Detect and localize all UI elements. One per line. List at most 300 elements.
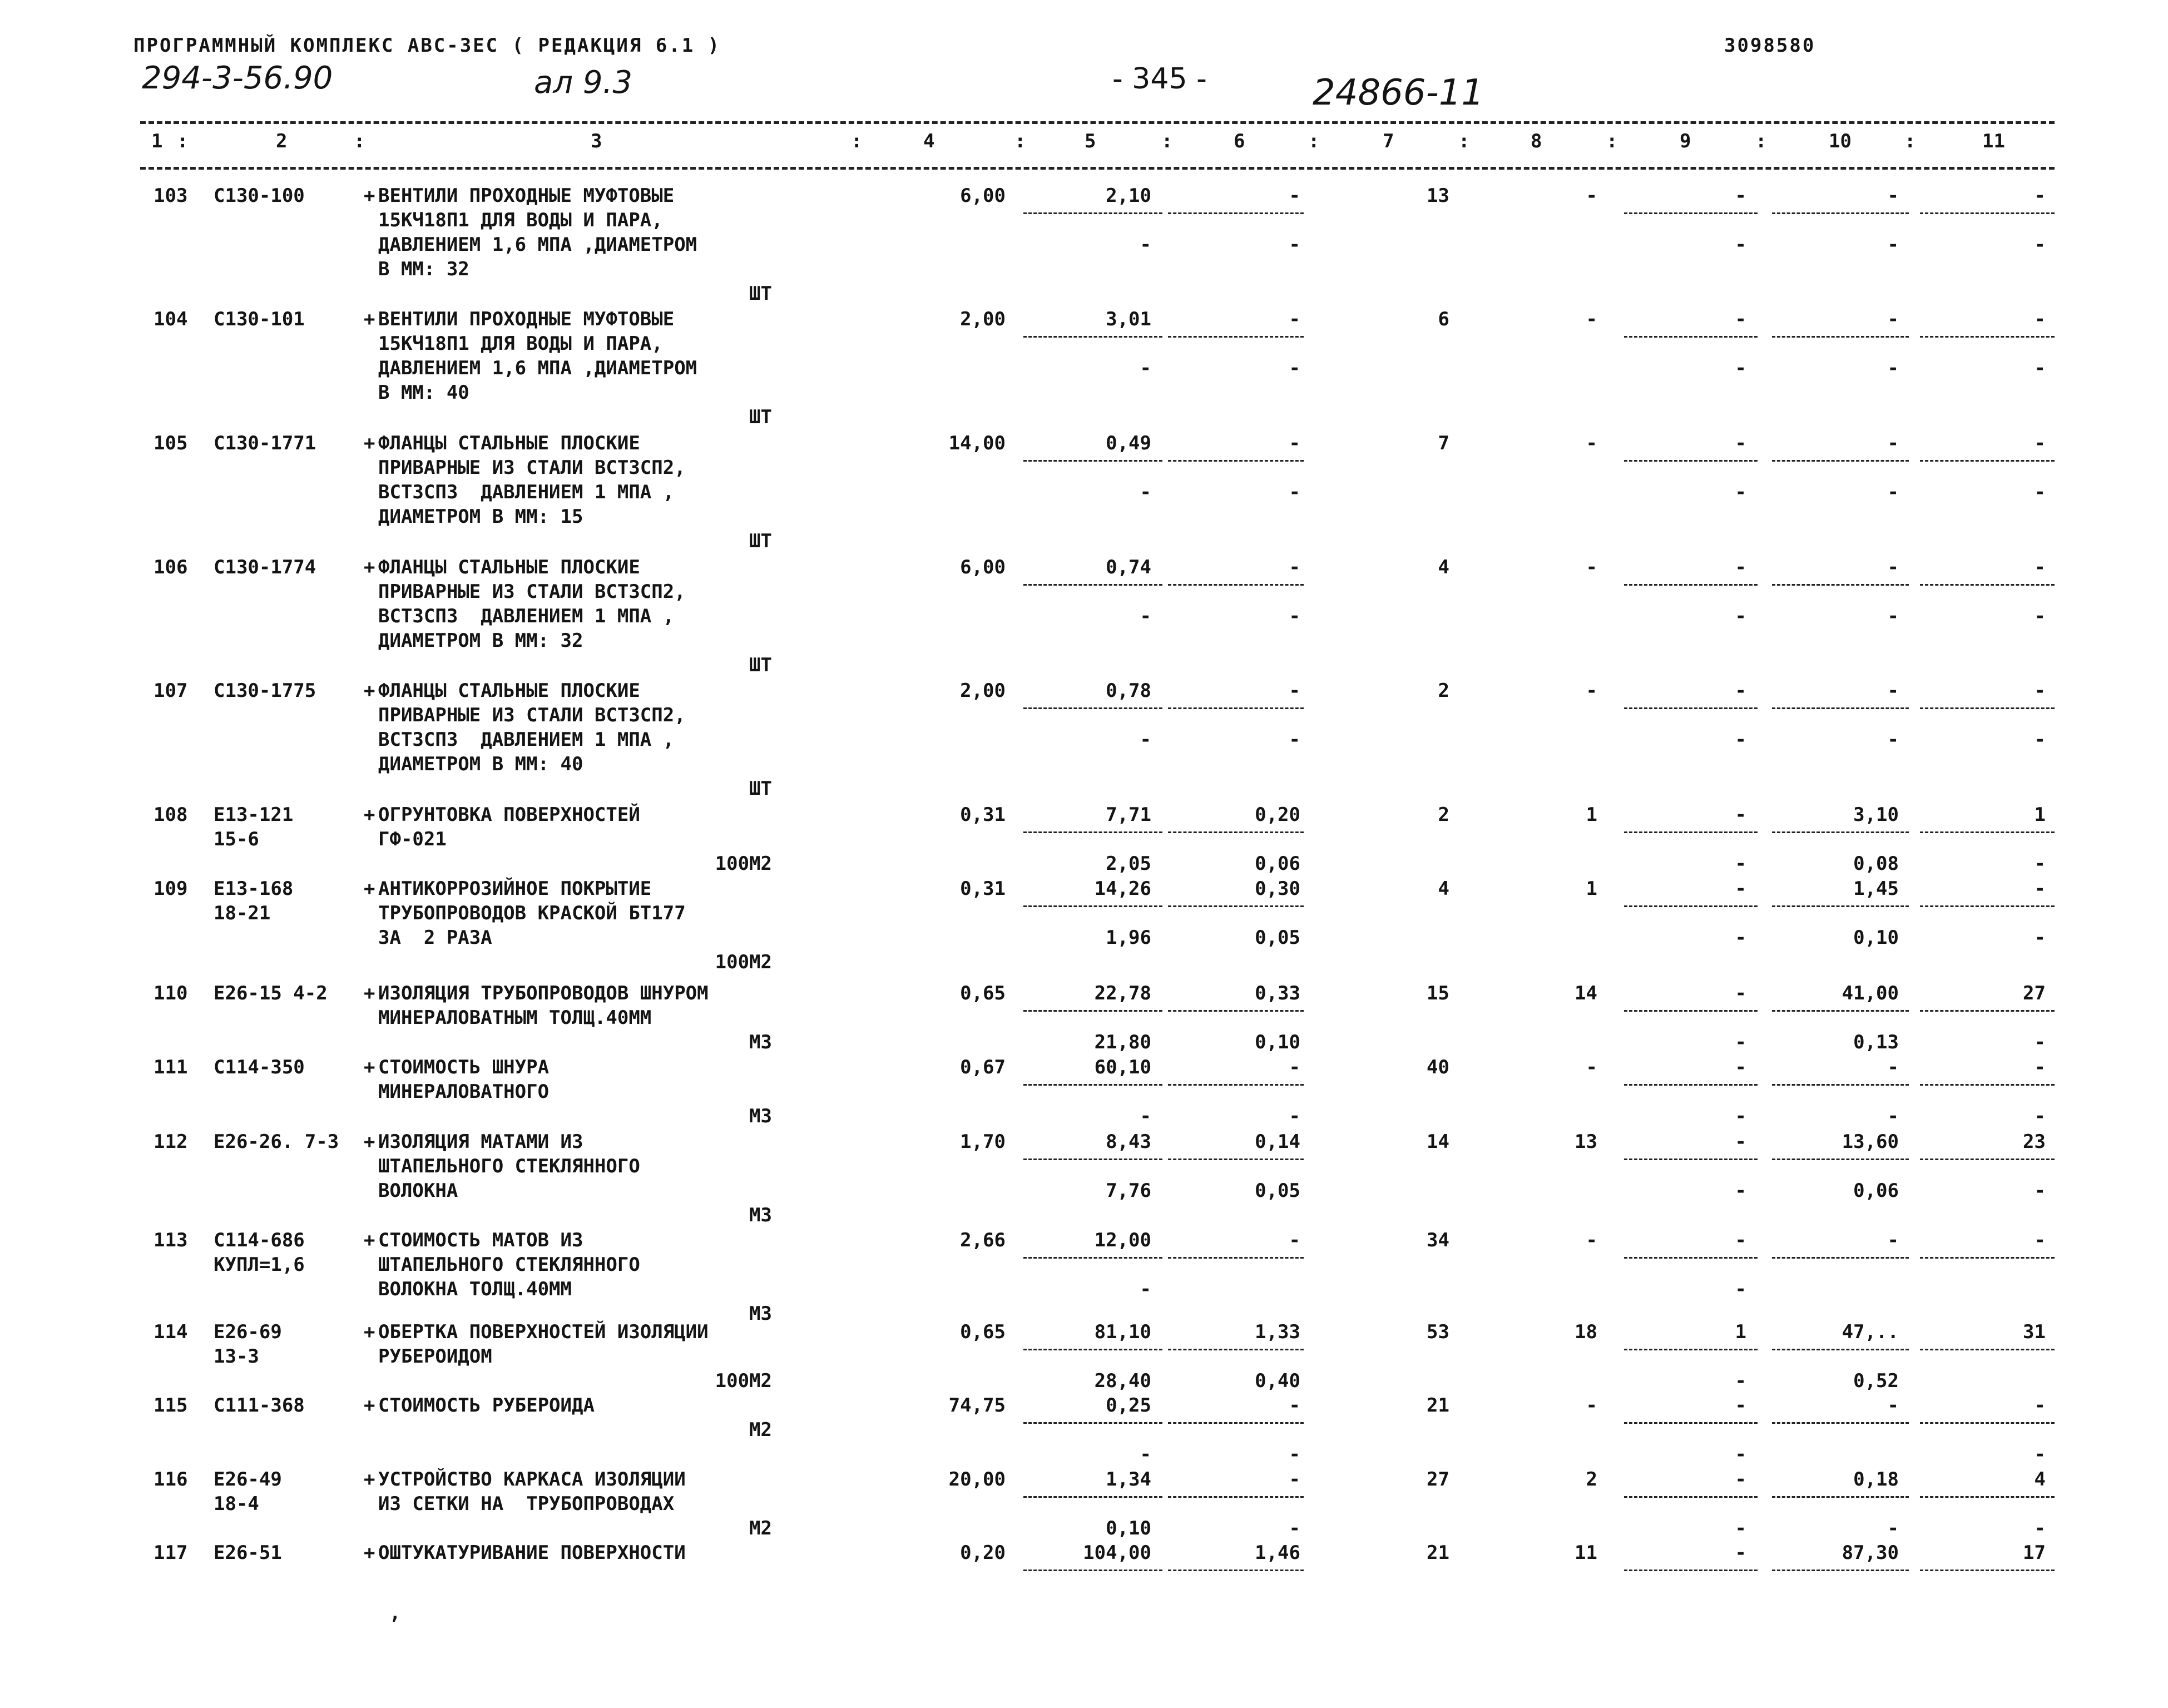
- value-separator-rule: [1168, 1422, 1304, 1424]
- norm-code: Е13-121: [214, 804, 294, 826]
- sub-value-s10: -: [1887, 357, 1899, 379]
- norm-code: Е26-49: [214, 1468, 282, 1491]
- value-c7: 13: [1427, 185, 1449, 207]
- bullet-mark: +: [364, 1321, 375, 1343]
- sub-value-s5: 7,76: [1106, 1180, 1151, 1202]
- norm-code-detail: 15-6: [214, 828, 259, 850]
- value-c4: 74,75: [948, 1394, 1006, 1417]
- sub-value-s5: -: [1140, 1105, 1151, 1127]
- value-c11: -: [2034, 185, 2046, 207]
- row-number: 112: [154, 1131, 188, 1153]
- work-description: ШТАПЕЛЬНОГО СТЕКЛЯННОГО: [378, 1254, 640, 1276]
- value-c8: 13: [1575, 1131, 1597, 1153]
- value-c6: 0,20: [1255, 804, 1300, 826]
- value-c4: 0,31: [960, 878, 1006, 900]
- sub-value-s11: -: [2034, 605, 2046, 627]
- value-separator-rule: [1624, 1010, 1758, 1012]
- work-description: ОГРУНТОВКА ПОВЕРХНОСТЕЙ: [378, 804, 640, 826]
- column-header-2: 2: [276, 130, 288, 152]
- sub-value-s10: -: [1887, 1105, 1899, 1127]
- sub-value-s11: -: [2034, 729, 2046, 751]
- bullet-mark: +: [364, 1229, 375, 1251]
- value-c11: -: [2034, 1229, 2046, 1251]
- sub-value-s6: -: [1289, 605, 1300, 627]
- work-description: ВСТ3СП3 ДАВЛЕНИЕМ 1 МПА ,: [378, 481, 675, 503]
- document-code: 3098580: [1724, 34, 1816, 57]
- sub-value-s9: -: [1735, 1278, 1746, 1300]
- value-c6: -: [1289, 556, 1300, 578]
- value-c6: -: [1289, 1468, 1300, 1491]
- unit-of-measure: 100М2: [715, 951, 772, 973]
- value-separator-rule: [1168, 1349, 1304, 1350]
- sub-value-s9: -: [1735, 1180, 1746, 1202]
- handwritten-project-number: 294-3-56.90: [142, 60, 333, 96]
- value-c8: -: [1586, 185, 1597, 207]
- sub-value-s10: 0,52: [1853, 1370, 1899, 1392]
- work-description: ОБЕРТКА ПОВЕРХНОСТЕЙ ИЗОЛЯЦИИ: [378, 1321, 709, 1343]
- value-c6: 1,46: [1255, 1542, 1300, 1564]
- column-header-1: 1: [151, 130, 163, 152]
- unit-of-measure: ШТ: [749, 530, 772, 552]
- value-c5: 0,49: [1106, 432, 1151, 454]
- row-number: 116: [154, 1468, 188, 1491]
- sub-value-s10: 0,10: [1853, 927, 1899, 949]
- sub-value-s9: -: [1735, 927, 1746, 949]
- value-c11: -: [2034, 680, 2046, 702]
- unit-of-measure: 100М2: [715, 1370, 772, 1392]
- column-header-row: 1 : 2 : 3 : 4 : 5 : 6 : 7 : 8 : 9 : 10 : 11: [151, 130, 2005, 152]
- sub-value-s9: -: [1735, 234, 1746, 256]
- value-c9: -: [1735, 1056, 1746, 1078]
- value-c11: -: [2034, 308, 2046, 330]
- work-description: ФЛАНЦЫ СТАЛЬНЫЕ ПЛОСКИЕ: [378, 680, 640, 702]
- sub-value-s9: -: [1735, 481, 1746, 503]
- work-description: УСТРОЙСТВО КАРКАСА ИЗОЛЯЦИИ: [378, 1468, 686, 1491]
- value-c8: -: [1586, 680, 1597, 702]
- row-number: 105: [154, 432, 188, 454]
- unit-of-measure: М3: [749, 1303, 772, 1325]
- handwritten-registration-number: 24866-11: [1313, 72, 1484, 113]
- value-separator-rule: [1624, 1422, 1758, 1424]
- value-separator-rule: [1920, 1257, 2055, 1259]
- value-c9: -: [1735, 1394, 1746, 1417]
- value-separator-rule: [1168, 584, 1304, 586]
- value-c4: 0,67: [960, 1056, 1006, 1078]
- row-number: 114: [154, 1321, 188, 1343]
- sub-value-s6: -: [1289, 234, 1300, 256]
- column-header-6: 6: [1234, 130, 1245, 152]
- work-description: ШТАПЕЛЬНОГО СТЕКЛЯННОГО: [378, 1155, 640, 1177]
- value-separator-rule: [1624, 1349, 1758, 1350]
- value-c7: 6: [1438, 308, 1449, 330]
- value-c5: 1,34: [1106, 1468, 1151, 1491]
- value-c11: -: [2034, 432, 2046, 454]
- value-c10: 47,..: [1842, 1321, 1899, 1343]
- value-c4: 6,00: [960, 185, 1006, 207]
- value-c10: -: [1887, 556, 1899, 578]
- value-c10: -: [1887, 432, 1899, 454]
- column-header-4: 4: [923, 130, 935, 152]
- work-description: ДИАМЕТРОМ В ММ: 15: [378, 506, 583, 528]
- value-separator-rule: [1624, 905, 1758, 907]
- norm-code: Е26-15 4-2: [214, 982, 328, 1004]
- unit-of-measure: ШТ: [749, 406, 772, 428]
- value-c7: 7: [1438, 432, 1449, 454]
- value-c7: 40: [1427, 1056, 1449, 1078]
- value-c7: 4: [1438, 556, 1449, 578]
- value-c9: -: [1735, 432, 1746, 454]
- column-header-11: 11: [1982, 130, 2005, 152]
- sub-value-s5: 1,96: [1106, 927, 1151, 949]
- value-separator-rule: [1772, 1159, 1909, 1160]
- value-c6: 0,14: [1255, 1131, 1300, 1153]
- bullet-mark: +: [364, 432, 375, 454]
- bullet-mark: +: [364, 185, 375, 207]
- value-c11: 4: [2034, 1468, 2046, 1491]
- work-description: ВСТ3СП3 ДАВЛЕНИЕМ 1 МПА ,: [378, 605, 675, 627]
- program-header: ПРОГРАММНЫЙ КОМПЛЕКС АВС-3ЕС ( РЕДАКЦИЯ 6.1 ): [133, 34, 721, 57]
- work-description: АНТИКОРРОЗИЙНОЕ ПОКРЫТИЕ: [378, 878, 652, 900]
- work-description: ДИАМЕТРОМ В ММ: 32: [378, 630, 583, 652]
- value-separator-rule: [1023, 905, 1162, 907]
- value-c5: 3,01: [1106, 308, 1151, 330]
- value-separator-rule: [1023, 1010, 1162, 1012]
- row-number: 103: [154, 185, 188, 207]
- value-c9: -: [1735, 1468, 1746, 1491]
- handwritten-album-note: ал 9.3: [534, 65, 632, 101]
- work-description: ФЛАНЦЫ СТАЛЬНЫЕ ПЛОСКИЕ: [378, 556, 640, 578]
- value-c10: -: [1887, 308, 1899, 330]
- value-c7: 34: [1427, 1229, 1449, 1251]
- sub-value-s10: -: [1887, 1517, 1899, 1539]
- row-number: 117: [154, 1542, 188, 1564]
- value-c11: 27: [2023, 982, 2046, 1004]
- sub-value-s11: -: [2034, 234, 2046, 256]
- work-description: ИЗОЛЯЦИЯ ТРУБОПРОВОДОВ ШНУРОМ: [378, 982, 709, 1004]
- value-separator-rule: [1168, 831, 1304, 833]
- value-c6: -: [1289, 1229, 1300, 1251]
- sub-value-s9: -: [1735, 729, 1746, 751]
- bullet-mark: +: [364, 1131, 375, 1153]
- value-c8: -: [1586, 1394, 1597, 1417]
- work-description: ЗА 2 РАЗА: [378, 927, 492, 949]
- row-number: 104: [154, 308, 188, 330]
- page-number: - 345 -: [1112, 62, 1207, 96]
- value-separator-rule: [1772, 1257, 1909, 1259]
- unit-of-measure: ШТ: [749, 778, 772, 800]
- value-c9: -: [1735, 804, 1746, 826]
- value-separator-rule: [1624, 1257, 1758, 1259]
- value-c10: -: [1887, 680, 1899, 702]
- row-number: 115: [154, 1394, 188, 1417]
- value-c5: 0,74: [1106, 556, 1151, 578]
- column-header-3: 3: [591, 130, 602, 152]
- unit-of-measure: М3: [749, 1031, 772, 1053]
- value-c10: -: [1887, 185, 1899, 207]
- work-description: ВЕНТИЛИ ПРОХОДНЫЕ МУФТОВЫЕ: [378, 185, 675, 207]
- work-description: СТОИМОСТЬ ШНУРА: [378, 1056, 550, 1078]
- sub-value-s11: -: [2034, 1517, 2046, 1539]
- work-description: ВОЛОКНА ТОЛЩ.40ММ: [378, 1278, 572, 1300]
- value-separator-rule: [1920, 831, 2055, 833]
- value-c10: 87,30: [1842, 1542, 1899, 1564]
- value-separator-rule: [1168, 212, 1304, 214]
- column-header-5: 5: [1085, 130, 1096, 152]
- value-c11: -: [2034, 556, 2046, 578]
- norm-code: Е26-26. 7-3: [214, 1131, 339, 1153]
- bullet-mark: +: [364, 878, 375, 900]
- value-c7: 53: [1427, 1321, 1449, 1343]
- value-c9: -: [1735, 308, 1746, 330]
- value-c5: 8,43: [1106, 1131, 1151, 1153]
- value-c8: -: [1586, 1056, 1597, 1078]
- value-separator-rule: [1023, 336, 1162, 338]
- value-separator-rule: [1772, 336, 1909, 338]
- work-description: ПРИВАРНЫЕ ИЗ СТАЛИ ВСТ3СП2,: [378, 704, 686, 726]
- sub-value-s11: -: [2034, 853, 2046, 875]
- value-separator-rule: [1168, 1084, 1304, 1086]
- work-description: ИЗОЛЯЦИЯ МАТАМИ ИЗ: [378, 1131, 583, 1153]
- work-description: 15КЧ18П1 ДЛЯ ВОДЫ И ПАРА,: [378, 333, 663, 355]
- value-c10: 41,00: [1842, 982, 1899, 1004]
- value-separator-rule: [1023, 1349, 1162, 1350]
- sub-value-s9: -: [1735, 853, 1746, 875]
- sub-value-s6: 0,05: [1255, 927, 1300, 949]
- value-c8: 2: [1586, 1468, 1597, 1491]
- value-c6: -: [1289, 308, 1300, 330]
- norm-code: С111-368: [214, 1394, 305, 1417]
- value-c10: 13,60: [1842, 1131, 1899, 1153]
- norm-code: С130-1775: [214, 680, 316, 702]
- norm-code: Е13-168: [214, 878, 294, 900]
- value-separator-rule: [1168, 1496, 1304, 1498]
- value-separator-rule: [1624, 1084, 1758, 1086]
- value-c11: -: [2034, 1394, 2046, 1417]
- value-c4: 2,66: [960, 1229, 1006, 1251]
- unit-of-measure: ШТ: [749, 654, 772, 676]
- value-c7: 27: [1427, 1468, 1449, 1491]
- value-c9: -: [1735, 680, 1746, 702]
- norm-code: С114-686: [214, 1229, 305, 1251]
- value-c6: -: [1289, 185, 1300, 207]
- value-c5: 0,25: [1106, 1394, 1151, 1417]
- value-c9: -: [1735, 185, 1746, 207]
- value-c8: 1: [1586, 878, 1597, 900]
- norm-code-detail: 18-4: [214, 1493, 259, 1515]
- sub-value-s10: 0,13: [1853, 1031, 1899, 1053]
- value-separator-rule: [1920, 1084, 2055, 1086]
- value-c9: -: [1735, 1542, 1746, 1564]
- work-description: ДАВЛЕНИЕМ 1,6 МПА ,ДИАМЕТРОМ: [378, 357, 697, 379]
- sub-value-s9: -: [1735, 1370, 1746, 1392]
- work-description: ОШТУКАТУРИВАНИЕ ПОВЕРХНОСТИ: [378, 1542, 686, 1564]
- norm-code: Е26-69: [214, 1321, 282, 1343]
- value-separator-rule: [1772, 831, 1909, 833]
- value-separator-rule: [1023, 1496, 1162, 1498]
- value-separator-rule: [1920, 212, 2055, 214]
- value-c10: 0,18: [1853, 1468, 1899, 1491]
- value-c9: -: [1735, 1131, 1746, 1153]
- value-c5: 81,10: [1094, 1321, 1151, 1343]
- value-c7: 21: [1427, 1542, 1449, 1564]
- value-separator-rule: [1772, 1570, 1909, 1571]
- value-separator-rule: [1168, 336, 1304, 338]
- sub-value-s5: -: [1140, 1443, 1151, 1466]
- norm-code: Е26-51: [214, 1542, 282, 1564]
- value-separator-rule: [1168, 1257, 1304, 1259]
- value-c5: 22,78: [1094, 982, 1151, 1004]
- sub-value-s11: -: [2034, 481, 2046, 503]
- value-c9: -: [1735, 878, 1746, 900]
- value-separator-rule: [1772, 1349, 1909, 1350]
- value-separator-rule: [1920, 1159, 2055, 1160]
- value-c7: 4: [1438, 878, 1449, 900]
- sub-value-s11: -: [2034, 1031, 2046, 1053]
- value-separator-rule: [1772, 1010, 1909, 1012]
- value-separator-rule: [1168, 1159, 1304, 1160]
- value-separator-rule: [1023, 584, 1162, 586]
- value-separator-rule: [1168, 460, 1304, 462]
- value-separator-rule: [1772, 1084, 1909, 1086]
- value-separator-rule: [1772, 905, 1909, 907]
- column-header-7: 7: [1383, 130, 1394, 152]
- sub-value-s10: 0,06: [1853, 1180, 1899, 1202]
- sub-value-s11: -: [2034, 1180, 2046, 1202]
- value-separator-rule: [1624, 460, 1758, 462]
- value-c8: -: [1586, 432, 1597, 454]
- value-c5: 0,78: [1106, 680, 1151, 702]
- value-separator-rule: [1920, 336, 2055, 338]
- value-separator-rule: [1624, 831, 1758, 833]
- sub-value-s5: -: [1140, 605, 1151, 627]
- sub-value-s6: -: [1289, 1105, 1300, 1127]
- value-separator-rule: [1772, 584, 1909, 586]
- norm-code: С130-1771: [214, 432, 316, 454]
- sub-value-s5: -: [1140, 729, 1151, 751]
- norm-code-detail: 13-3: [214, 1345, 259, 1368]
- value-separator-rule: [1023, 1570, 1162, 1571]
- value-c4: 0,65: [960, 1321, 1006, 1343]
- sub-value-s11: -: [2034, 1443, 2046, 1466]
- sub-value-s9: -: [1735, 1031, 1746, 1053]
- bullet-mark: +: [364, 680, 375, 702]
- bullet-mark: +: [364, 1468, 375, 1491]
- column-header-9: 9: [1680, 130, 1691, 152]
- column-header-8: 8: [1531, 130, 1542, 152]
- column-header-10: 10: [1829, 130, 1852, 152]
- value-c9: -: [1735, 1229, 1746, 1251]
- value-c6: -: [1289, 1056, 1300, 1078]
- sub-value-s10: -: [1887, 605, 1899, 627]
- value-c4: 0,31: [960, 804, 1006, 826]
- unit-of-measure: М2: [749, 1517, 772, 1539]
- work-description: ИЗ СЕТКИ НА ТРУБОПРОВОДАХ: [378, 1493, 675, 1515]
- value-separator-rule: [1920, 905, 2055, 907]
- value-separator-rule: [1624, 212, 1758, 214]
- value-c7: 14: [1427, 1131, 1449, 1153]
- value-separator-rule: [1772, 212, 1909, 214]
- work-description: МИНЕРАЛОВАТНЫМ ТОЛЩ.40ММ: [378, 1007, 652, 1029]
- sub-value-s6: -: [1289, 1443, 1300, 1466]
- value-separator-rule: [1168, 1010, 1304, 1012]
- bullet-mark: +: [364, 982, 375, 1004]
- norm-code: С130-1774: [214, 556, 316, 578]
- value-c5: 104,00: [1083, 1542, 1151, 1564]
- value-separator-rule: [1023, 212, 1162, 214]
- sub-value-s5: -: [1140, 481, 1151, 503]
- value-separator-rule: [1624, 1496, 1758, 1498]
- value-c11: 1: [2034, 804, 2046, 826]
- value-c11: -: [2034, 1056, 2046, 1078]
- value-separator-rule: [1023, 707, 1162, 709]
- value-separator-rule: [1772, 1422, 1909, 1424]
- work-description: ВЕНТИЛИ ПРОХОДНЫЕ МУФТОВЫЕ: [378, 308, 675, 330]
- value-c6: -: [1289, 1394, 1300, 1417]
- value-separator-rule: [1920, 460, 2055, 462]
- value-c10: -: [1887, 1056, 1899, 1078]
- value-separator-rule: [1920, 707, 2055, 709]
- value-c10: -: [1887, 1229, 1899, 1251]
- value-separator-rule: [1023, 460, 1162, 462]
- value-c5: 2,10: [1106, 185, 1151, 207]
- value-c4: 0,65: [960, 982, 1006, 1004]
- value-c5: 7,71: [1106, 804, 1151, 826]
- sub-value-s5: -: [1140, 357, 1151, 379]
- value-separator-rule: [1023, 831, 1162, 833]
- value-separator-rule: [1920, 1010, 2055, 1012]
- work-description: ФЛАНЦЫ СТАЛЬНЫЕ ПЛОСКИЕ: [378, 432, 640, 454]
- value-c4: 1,70: [960, 1131, 1006, 1153]
- value-c6: 0,33: [1255, 982, 1300, 1004]
- sub-value-s10: -: [1887, 481, 1899, 503]
- work-description: ПРИВАРНЫЕ ИЗ СТАЛИ ВСТ3СП2,: [378, 457, 686, 479]
- value-c11: 31: [2023, 1321, 2046, 1343]
- row-number: 109: [154, 878, 188, 900]
- value-c10: 1,45: [1853, 878, 1899, 900]
- value-c6: 0,30: [1255, 878, 1300, 900]
- sub-value-s6: -: [1289, 481, 1300, 503]
- value-c4: 0,20: [960, 1542, 1006, 1564]
- value-c8: 14: [1575, 982, 1597, 1004]
- norm-code: С130-100: [214, 185, 305, 207]
- sub-value-s9: -: [1735, 1105, 1746, 1127]
- value-c10: -: [1887, 1394, 1899, 1417]
- work-description: МИНЕРАЛОВАТНОГО: [378, 1081, 550, 1103]
- value-c6: -: [1289, 680, 1300, 702]
- value-c8: -: [1586, 1229, 1597, 1251]
- value-separator-rule: [1920, 1349, 2055, 1350]
- value-c4: 2,00: [960, 308, 1006, 330]
- value-c8: 11: [1575, 1542, 1597, 1564]
- norm-code: С130-101: [214, 308, 305, 330]
- sub-value-s6: -: [1289, 1517, 1300, 1539]
- value-c8: 18: [1575, 1321, 1597, 1343]
- sub-value-s5: 21,80: [1094, 1031, 1151, 1053]
- unit-of-measure: ШТ: [749, 283, 772, 305]
- value-c7: 2: [1438, 804, 1449, 826]
- value-c5: 60,10: [1094, 1056, 1151, 1078]
- value-c10: 3,10: [1853, 804, 1899, 826]
- value-separator-rule: [1920, 1422, 2055, 1424]
- value-separator-rule: [1920, 1570, 2055, 1571]
- work-description: В ММ: 32: [378, 258, 469, 280]
- value-c11: 23: [2023, 1131, 2046, 1153]
- work-description: ТРУБОПРОВОДОВ КРАСКОЙ БТ177: [378, 902, 686, 924]
- sub-value-s9: -: [1735, 605, 1746, 627]
- work-description: ДИАМЕТРОМ В ММ: 40: [378, 753, 583, 775]
- value-c11: 17: [2023, 1542, 2046, 1564]
- value-c5: 14,26: [1094, 878, 1151, 900]
